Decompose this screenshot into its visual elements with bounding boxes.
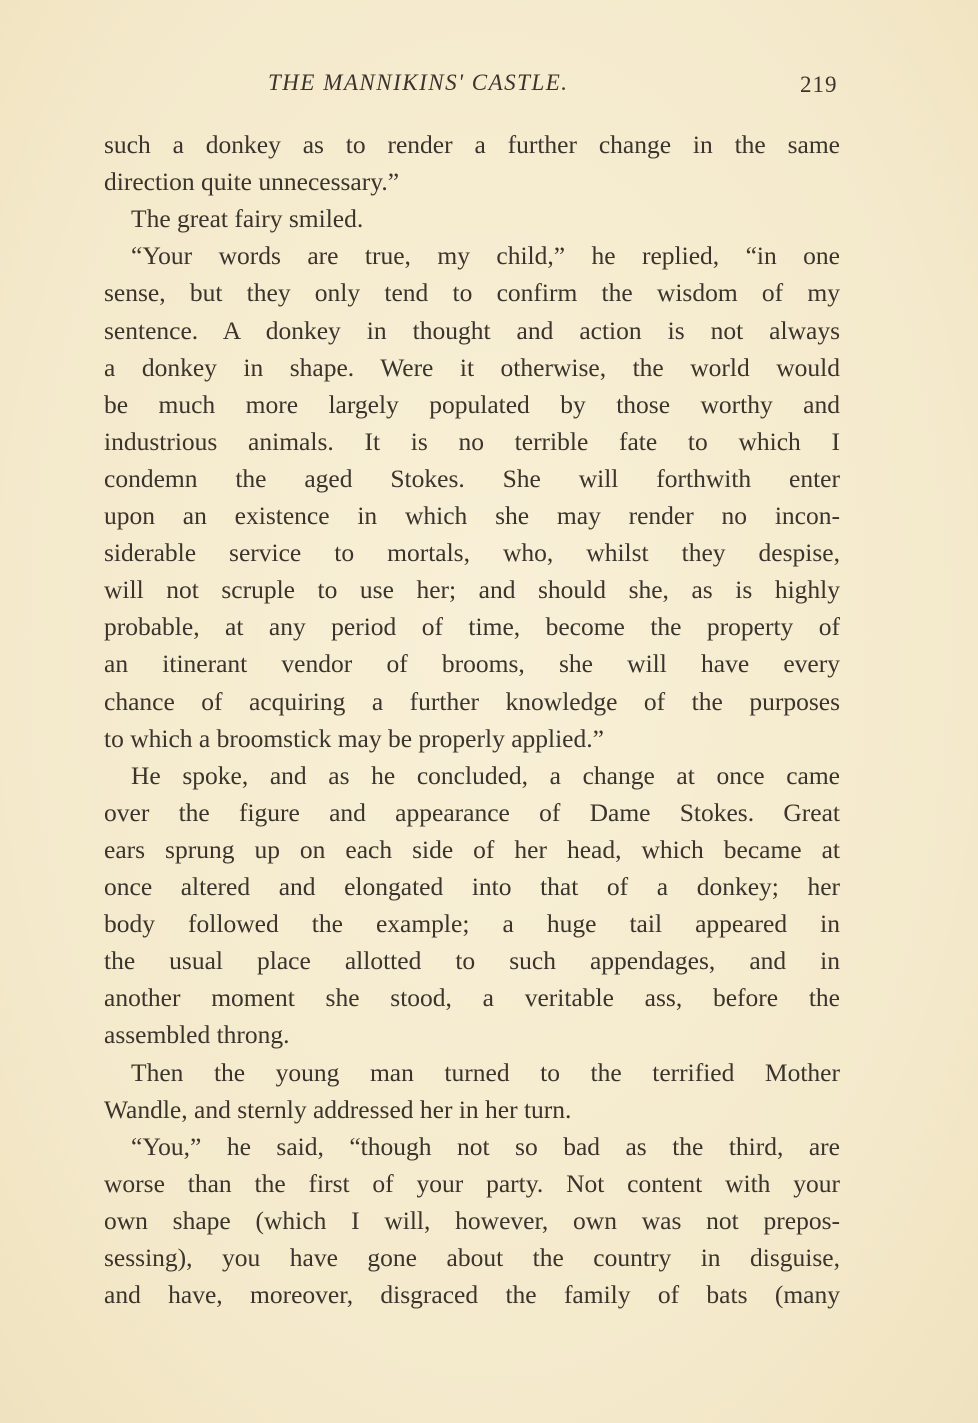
text-line: over the figure and appearance of Dame Stokes. Great	[104, 797, 840, 827]
text-line: once altered and elongated into that of a donkey; her	[104, 872, 840, 901]
text-line: assembled throng.	[104, 1020, 290, 1050]
text-line: siderable service to mortals, who, whilst they despise,	[104, 538, 840, 568]
text-line: an itinerant vendor of brooms, she will have every	[104, 649, 840, 679]
text-line: own shape (which I will, however, own was not prepos-	[104, 1205, 840, 1235]
text-line: the usual place allotted to such appendages, and in	[104, 946, 840, 976]
text-line: will not scruple to use her; and should she, as is highly	[104, 575, 840, 605]
text-line: chance of acquiring a further knowledge of the purposes	[104, 686, 840, 716]
text-line: and have, moreover, disgraced the family of bats (many	[104, 1280, 840, 1310]
text-line: direction quite unnecessary.”	[104, 167, 400, 197]
text-line: probable, at any period of time, become the property of	[104, 612, 840, 642]
text-line: Then the young man turned to the terrified Mother	[131, 1057, 840, 1087]
page-number: 219	[800, 72, 838, 97]
text-line: be much more largely populated by those worthy and	[104, 389, 840, 419]
text-line: industrious animals. It is no terrible fate to which I	[104, 426, 840, 456]
text-line: ears sprung up on each side of her head, which became at	[104, 834, 840, 864]
text-line: upon an existence in which she may render no incon-	[104, 501, 840, 530]
text-line: a donkey in shape. Were it otherwise, the world would	[104, 352, 840, 382]
text-line: another moment she stood, a veritable ass, before the	[104, 983, 840, 1013]
text-line: to which a broomstick may be properly applied.”	[104, 723, 604, 753]
text-line: body followed the example; a huge tail appeared in	[104, 909, 840, 939]
text-line: worse than the first of your party. Not content with your	[104, 1168, 840, 1198]
text-line: condemn the aged Stokes. She will forthwith enter	[104, 463, 840, 493]
text-line: The great fairy smiled.	[131, 204, 364, 234]
text-line: sentence. A donkey in thought and action is not always	[104, 315, 840, 345]
text-line: such a donkey as to render a further change in the same	[104, 130, 840, 159]
text-line: sessing), you have gone about the country in disguise,	[104, 1243, 840, 1272]
text-line: “You,” he said, “though not so bad as the third, are	[131, 1131, 840, 1161]
text-line: “Your words are true, my child,” he replied, “in one	[131, 241, 840, 271]
text-line: He spoke, and as he concluded, a change at once came	[131, 760, 840, 790]
text-line: sense, but they only tend to confirm the wisdom of my	[104, 278, 840, 308]
text-line: Wandle, and sternly addressed her in her turn.	[104, 1094, 572, 1124]
running-title: THE MANNIKINS' CASTLE.	[268, 70, 569, 95]
